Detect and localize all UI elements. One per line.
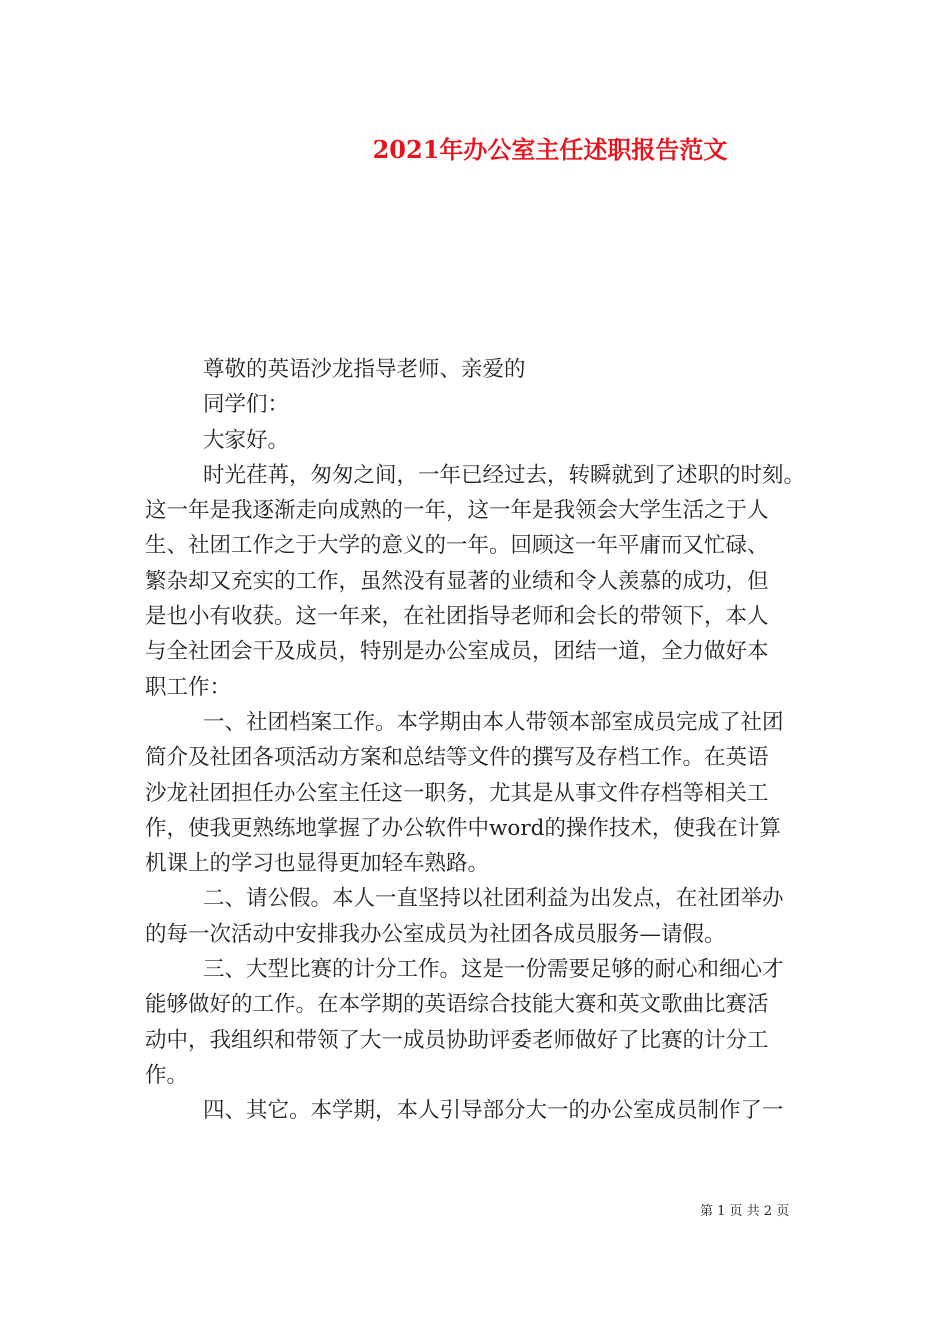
greeting-line: 大家好。 [203,427,290,453]
text-line: 生、社团工作之于大学的意义的一年。回顾这一年平庸而又忙碌、 [145,533,769,559]
text-line: 能够做好的工作。在本学期的英语综合技能大赛和英文歌曲比赛活 [145,992,769,1018]
salutation-line: 同学们： [203,392,290,418]
text-line: 繁杂却又充实的工作，虽然没有显著的业绩和令人羡慕的成功，但 [145,568,769,594]
text-line: 作。 [145,1062,189,1088]
document-title: 2021年办公室主任述职报告范文 [372,135,728,164]
text-line: 二、请公假。本人一直坚持以社团利益为出发点，在社团举办 [203,886,784,912]
text-line: 职工作： [145,674,232,700]
paragraph-3 [145,881,815,952]
text-line: 时光荏苒，匆匆之间，一年已经过去，转瞬就到了述职的时刻。 [203,462,806,488]
text-line: 动中，我组织和带领了大一成员协助评委老师做好了比赛的计分工 [145,1027,769,1053]
paragraph-2 [145,705,815,881]
text-line: 与全社团会干及成员，特别是办公室成员，团结一道，全力做好本 [145,639,769,665]
paragraph-1 [145,458,815,705]
text-line: 一、社团档案工作。本学期由本人带领本部室成员完成了社团 [203,709,784,735]
text-line: 的每一次活动中安排我办公室成员为社团各成员服务—请假。 [145,921,726,947]
text-line: 三、大型比赛的计分工作。这是一份需要足够的耐心和细心才 [203,957,784,983]
text-line: 四、其它。本学期，本人引导部分大一的办公室成员制作了一 [203,1098,784,1124]
text-line: 这一年是我逐渐走向成熟的一年，这一年是我领会大学生活之于人 [145,498,769,524]
paragraph-4 [145,952,815,1093]
paragraph-5 [145,1093,815,1128]
text-line: 作，使我更熟练地掌握了办公软件中word的操作技术，使我在计算 [145,815,781,841]
text-line: 简介及社团各项活动方案和总结等文件的撰写及存档工作。在英语 [145,745,769,771]
text-line: 机课上的学习也显得更加轻车熟路。 [145,851,490,877]
text-line: 沙龙社团担任办公室主任这一职务，尤其是从事文件存档等相关工 [145,780,769,806]
salutation-line: 尊敬的英语沙龙指导老师、亲爱的 [203,357,526,382]
page-footer: 第 1 页 共 2 页 [700,1204,790,1219]
text-line: 是也小有收获。这一年来，在社团指导老师和会长的带领下，本人 [145,604,769,630]
document-body [145,352,815,1129]
